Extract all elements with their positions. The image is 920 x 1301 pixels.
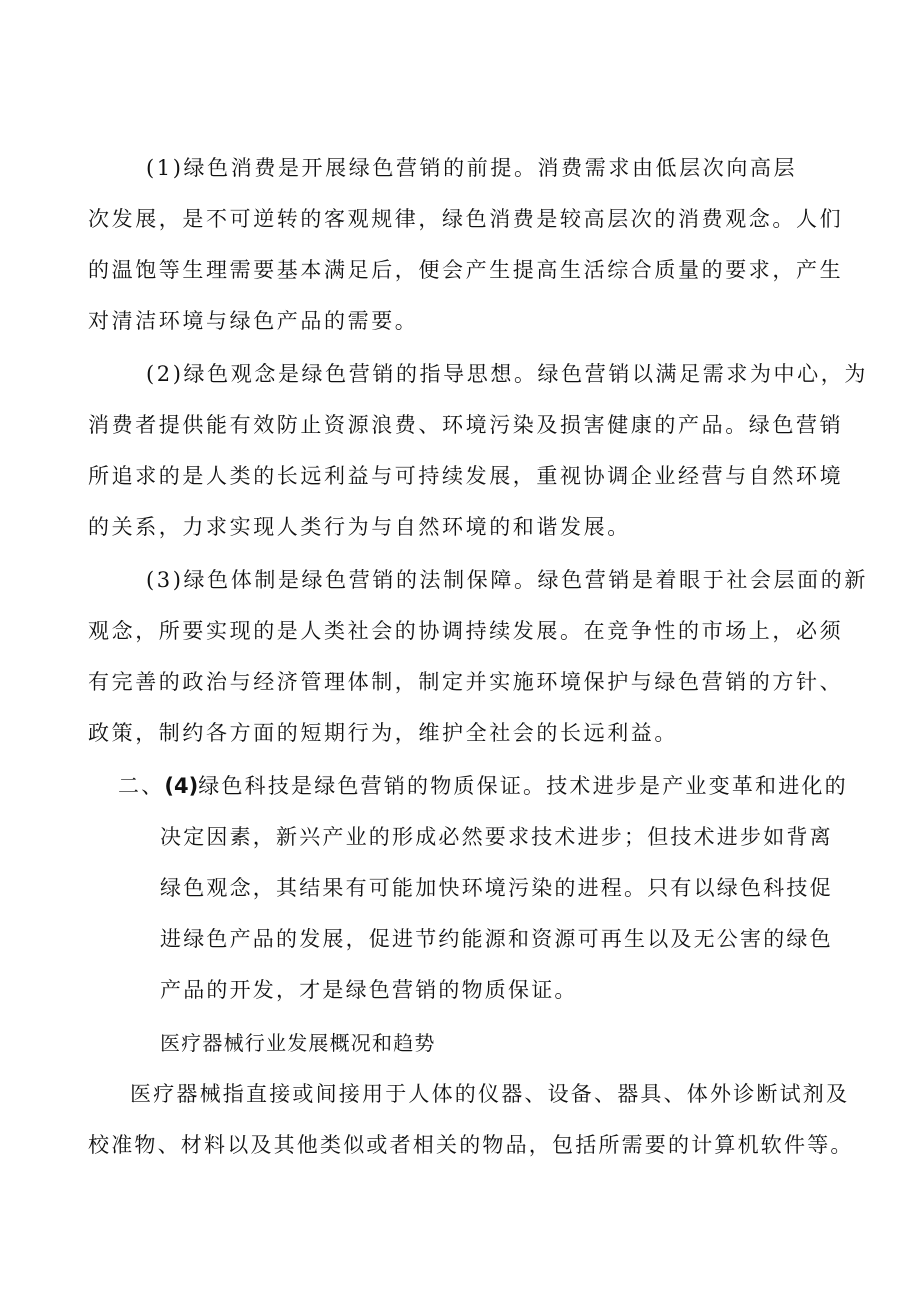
paragraph-1-line-2: 次发展，是不可逆转的客观规律，绿色消费是较高层次的消费观念。人们 (88, 207, 844, 231)
paragraph-3-line-3: 有完善的政治与经济管理体制，制定并实施环境保护与绿色营销的方针、 (88, 670, 844, 694)
paragraph-1-line-4: 对清洁环境与绿色产品的需要。 (88, 309, 419, 333)
paragraph-2-line-2: 消费者提供能有效防止资源浪费、环境污染及损害健康的产品。绿色营销 (88, 413, 844, 437)
paragraph-2-line-1: (2)绿色观念是绿色营销的指导思想。绿色营销以满足需求为中心，为 (146, 362, 868, 386)
section-2-number: (4) (164, 774, 199, 798)
paragraph-1-line-1: (1)绿色消费是开展绿色营销的前提。消费需求由低层次向高层 (146, 156, 798, 180)
paragraph-5-line-2: 校准物、材料以及其他类似或者相关的物品，包括所需要的计算机软件等。 (88, 1133, 854, 1157)
paragraph-5-line-1: 医疗器械指直接或间接用于人体的仪器、设备、器具、体外诊断试剂及 (130, 1082, 850, 1106)
section-2-line-3: 绿色观念，其结果有可能加快环境污染的进程。只有以绿色科技促 (160, 876, 833, 900)
paragraph-3-line-4: 政策，制约各方面的短期行为，维护全社会的长远利益。 (88, 721, 678, 745)
section-2-line-2: 决定因素，新兴产业的形成必然要求技术进步；但技术进步如背离 (160, 825, 833, 849)
section-2-line-1 (118, 772, 848, 800)
paragraph-3-line-2: 观念，所要实现的是人类社会的协调持续发展。在竞争性的市场上，必须 (88, 619, 844, 643)
section-2-line-5: 产品的开发，才是绿色营销的物质保证。 (160, 978, 578, 1002)
paragraph-2-line-3: 所追求的是人类的长远利益与可持续发展，重视协调企业经营与自然环境 (88, 464, 844, 488)
section-2-prefix: 二、 (118, 774, 165, 798)
section-heading: 医疗器械行业发展概况和趋势 (160, 1031, 436, 1055)
section-2-line-1-text: 绿色科技是绿色营销的物质保证。技术进步是产业变革和进化的 (198, 774, 848, 798)
paragraph-3-line-1: (3)绿色体制是绿色营销的法制保障。绿色营销是着眼于社会层面的新 (146, 568, 868, 592)
section-2-line-4: 进绿色产品的发展，促进节约能源和资源可再生以及无公害的绿色 (160, 927, 833, 951)
paragraph-1-line-3: 的温饱等生理需要基本满足后，便会产生提高生活综合质量的要求，产生 (88, 258, 844, 282)
paragraph-2-line-4: 的关系，力求实现人类行为与自然环境的和谐发展。 (88, 515, 631, 539)
